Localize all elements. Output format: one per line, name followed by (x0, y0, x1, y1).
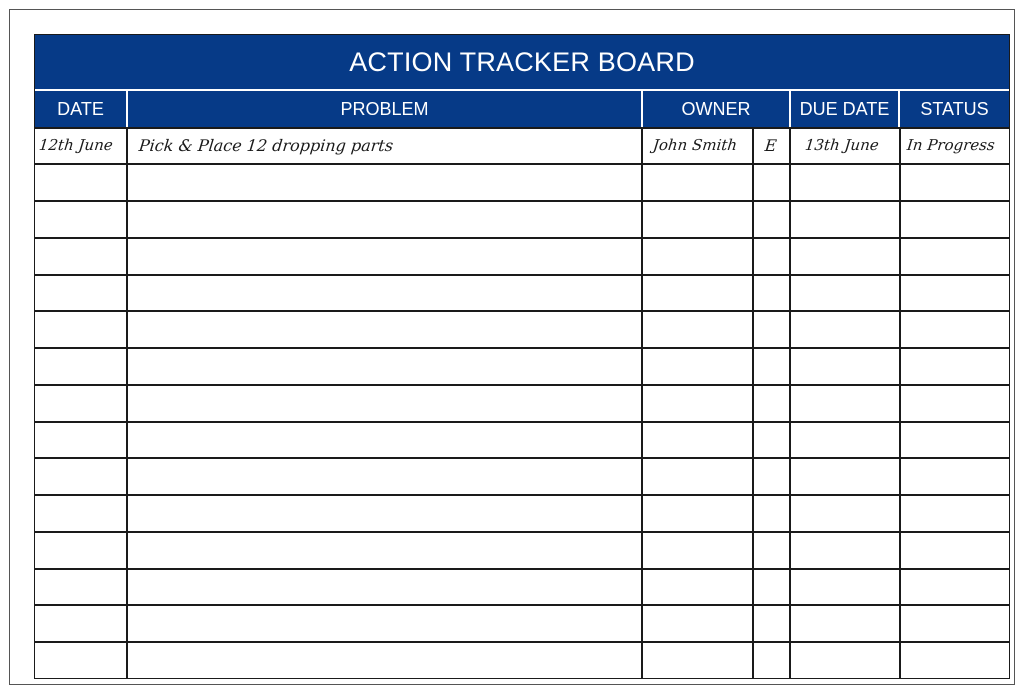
row-line (35, 200, 1009, 202)
header-due-date: DUE DATE (799, 98, 890, 119)
header-owner: OWNER (681, 98, 751, 119)
row-line (35, 531, 1009, 533)
row-line (35, 310, 1009, 312)
header-status: STATUS (920, 98, 989, 119)
column-line (752, 127, 754, 679)
row-line (35, 421, 1009, 423)
column-line (789, 127, 791, 679)
row-line (35, 568, 1009, 570)
tracker-grid (34, 34, 1010, 679)
row-line (35, 384, 1009, 386)
row-line (35, 163, 1009, 165)
row-line (35, 641, 1009, 643)
header-date: DATE (57, 98, 104, 119)
tracker-rows (35, 127, 1009, 679)
row-line (35, 457, 1009, 459)
row-line (35, 347, 1009, 349)
column-line (126, 127, 128, 679)
entry-status: In Progress (906, 136, 996, 154)
row-line (35, 604, 1009, 606)
entry-problem: Pick & Place 12 dropping parts (138, 135, 395, 155)
entry-due-date: 13th June (804, 136, 880, 154)
entry-owner: John Smith (652, 136, 739, 154)
row-line (35, 237, 1009, 239)
row-line (35, 274, 1009, 276)
header-problem: PROBLEM (340, 98, 429, 119)
entry-owner-code: E (764, 135, 778, 155)
column-header-row (35, 91, 1009, 127)
row-line (35, 494, 1009, 496)
action-tracker-board (9, 9, 1015, 685)
column-line (899, 127, 901, 679)
column-line (641, 127, 643, 679)
board-title: ACTION TRACKER BOARD (35, 35, 1009, 91)
entry-date: 12th June (38, 136, 114, 154)
